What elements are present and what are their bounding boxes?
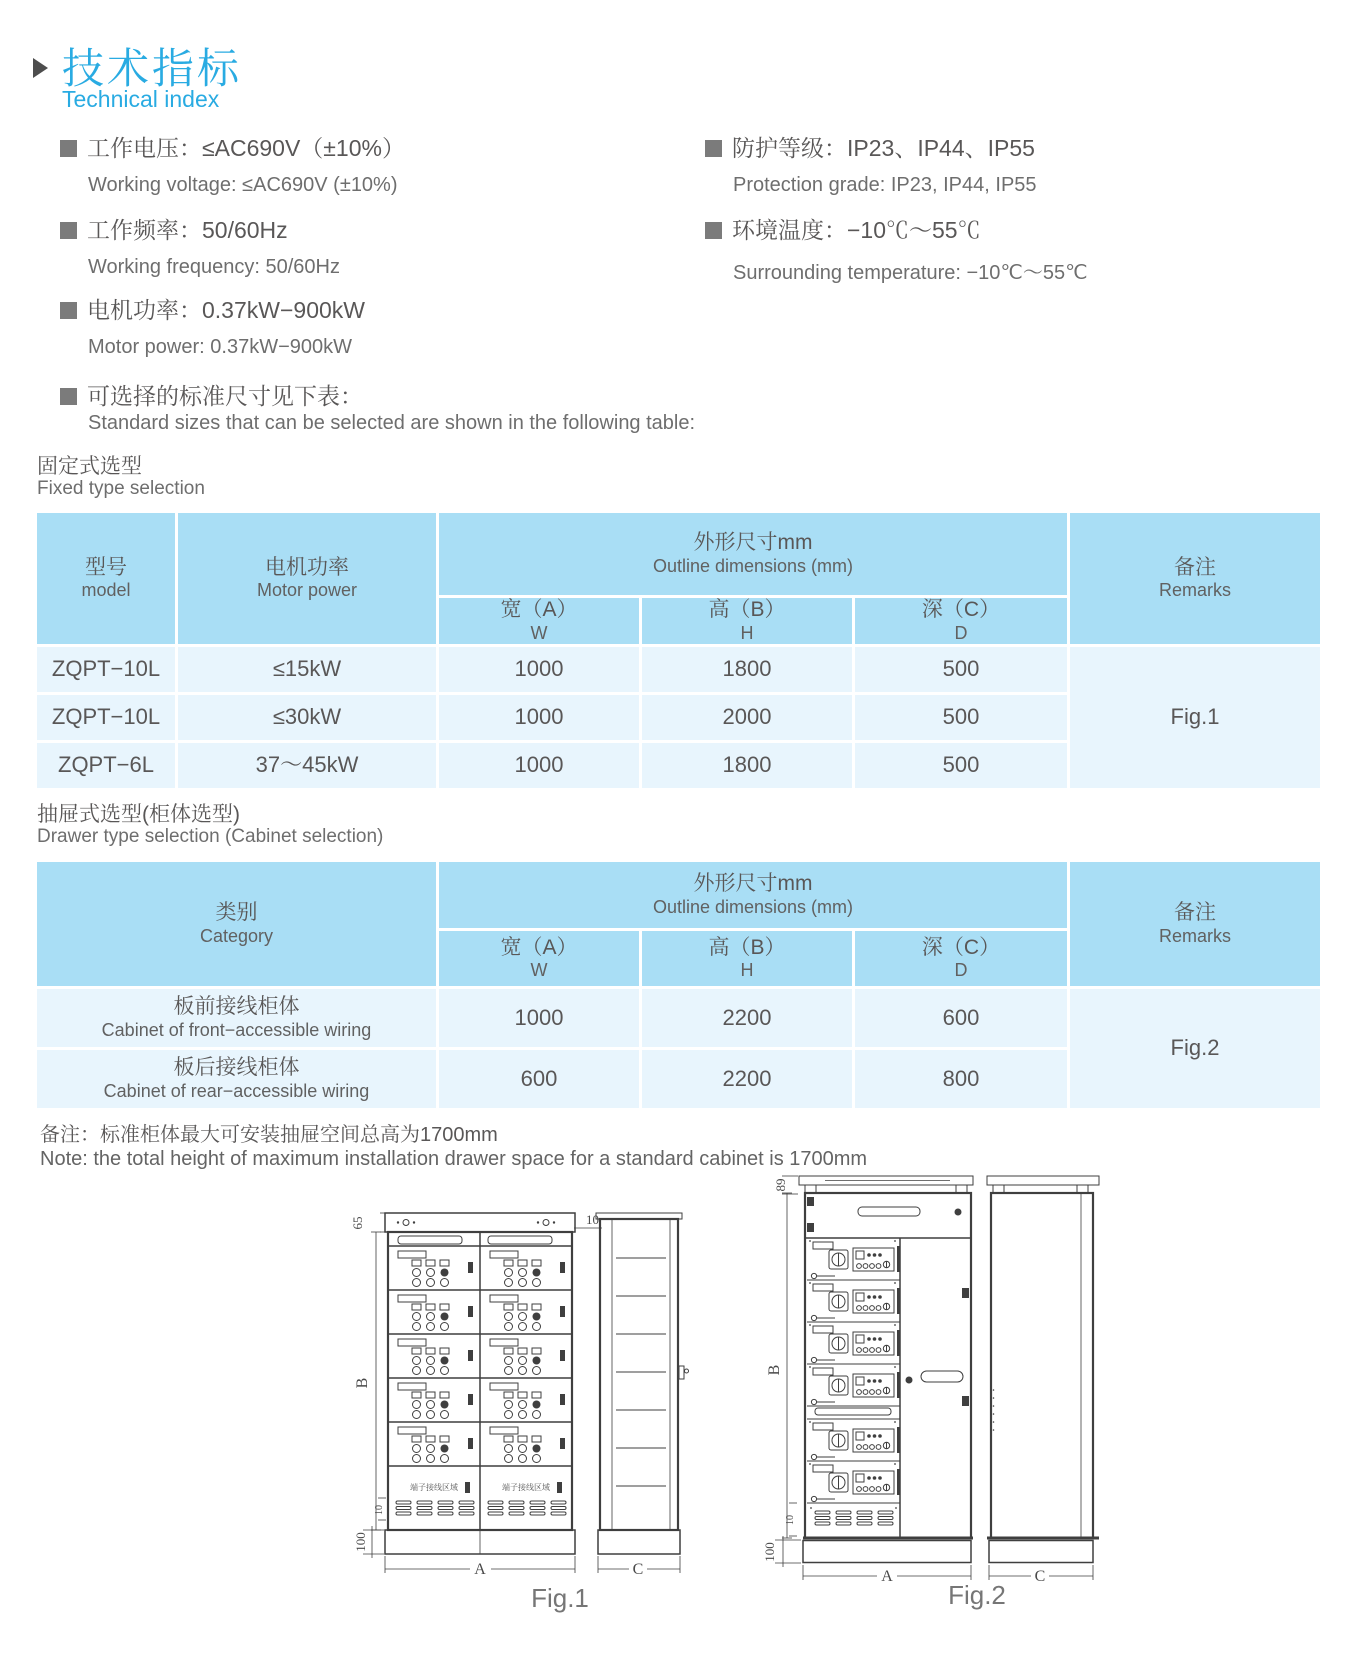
t1-header-depth: 深（C） D — [855, 598, 1067, 644]
bullet-square-icon — [705, 222, 722, 239]
spec-working-voltage-cn — [60, 130, 405, 163]
spec-text: 电机功率：0.37kW−900kW — [87, 297, 365, 323]
fig1-dim-vent-label: 10 — [374, 1505, 385, 1515]
t1-row1-power: ≤30kW — [178, 695, 436, 740]
bullet-square-icon — [60, 388, 77, 405]
spec-motor-power-en: Motor power: 0.37kW−900kW — [88, 336, 352, 358]
t1-row0-width: 1000 — [439, 647, 639, 692]
t2-row0-height: 2200 — [642, 989, 852, 1047]
t2-row0-category: 板前接线柜体 Cabinet of front−accessible wiring — [37, 989, 436, 1047]
fixed-section-title-cn: 固定式选型 — [37, 455, 142, 478]
fig2-drawing — [725, 1090, 1115, 1595]
t1-row2-model: ZQPT−6L — [37, 743, 175, 788]
fig1-terminal-label: 端子接线区域 — [410, 1483, 458, 1492]
drawer-section-title-cn: 抽屉式选型(柜体选型) — [37, 803, 240, 826]
fig1-drawing — [340, 1140, 690, 1600]
t1-row0-depth: 500 — [855, 647, 1067, 692]
t1-row2-width: 1000 — [439, 743, 639, 788]
t1-row1-depth: 500 — [855, 695, 1067, 740]
fig2-dim-width-label: A — [881, 1568, 893, 1585]
t1-row2-depth: 500 — [855, 743, 1067, 788]
spec-text: 工作电压：≤AC690V（±10%） — [87, 135, 405, 161]
t1-row1-model: ZQPT−10L — [37, 695, 175, 740]
t1-row2-power: 37～45kW — [178, 743, 436, 788]
t2-header-height: 高（B） H — [642, 931, 852, 986]
t2-row0-depth: 600 — [855, 989, 1067, 1047]
spec-surrounding-temp-en: Surrounding temperature: −10℃～55℃ — [733, 262, 1088, 284]
note-cn: 备注：标准柜体最大可安装抽屉空间总高为1700mm — [40, 1124, 498, 1146]
bullet-square-icon — [60, 140, 77, 157]
t1-header-dims: 外形尺寸mm Outline dimensions (mm) — [439, 513, 1067, 595]
t2-header-width: 宽（A） W — [439, 931, 639, 986]
fig2-dim-top-label: 89 — [773, 1178, 788, 1192]
spec-text: 环境温度：−10℃～55℃ — [732, 217, 981, 243]
t1-row1-height: 2000 — [642, 695, 852, 740]
t2-row1-height: 2200 — [642, 1050, 852, 1108]
fig2-caption: Fig.2 — [948, 1580, 1006, 1610]
spec-surrounding-temp-cn — [705, 212, 981, 245]
fig2-container — [725, 1090, 1115, 1600]
bullet-square-icon — [60, 302, 77, 319]
spec-working-frequency-cn — [60, 212, 288, 245]
drawer-type-table — [37, 862, 1320, 1108]
fig1-dim-top-label: 65 — [350, 1216, 365, 1230]
fig1-dim-gap-label: 10 — [586, 1212, 599, 1227]
fig2-dim-base-label: 100 — [762, 1542, 777, 1562]
fig1-caption: Fig.1 — [531, 1583, 589, 1613]
spec-text: 可选择的标准尺寸见下表： — [87, 383, 363, 409]
t1-row0-power: ≤15kW — [178, 647, 436, 692]
t1-row0-model: ZQPT−10L — [37, 647, 175, 692]
fig2-dim-vent-label: 10 — [785, 1515, 796, 1525]
bullet-square-icon — [705, 140, 722, 157]
fig1-dim-base-label: 100 — [353, 1532, 368, 1552]
t1-header-remarks: 备注 Remarks — [1070, 513, 1320, 644]
spec-motor-power-cn — [60, 292, 365, 325]
t1-header-width: 宽（A） W — [439, 598, 639, 644]
spec-working-frequency-en: Working frequency: 50/60Hz — [88, 256, 340, 278]
spec-working-voltage-en: Working voltage: ≤AC690V (±10%) — [88, 174, 398, 196]
page-title-en: Technical index — [62, 86, 220, 112]
fig1-container — [340, 1140, 690, 1605]
t1-remarks-cell: Fig.1 — [1070, 647, 1320, 788]
spec-text: 防护等级：IP23、IP44、IP55 — [732, 135, 1035, 161]
fig2-dim-height-label: B — [766, 1364, 783, 1376]
page-title-cn: 技术指标 — [62, 45, 243, 92]
fig1-terminal-label: 端子接线区域 — [502, 1483, 550, 1492]
t1-header-height: 高（B） H — [642, 598, 852, 644]
t2-header-depth: 深（C） D — [855, 931, 1067, 986]
arrow-right-icon — [33, 58, 48, 78]
fig1-dim-width-label: A — [474, 1561, 486, 1578]
fig2-dim-depth-label: C — [1034, 1568, 1046, 1585]
t2-row1-depth: 800 — [855, 1050, 1067, 1108]
bullet-square-icon — [60, 222, 77, 239]
fixed-type-table — [37, 513, 1320, 788]
table-intro-en: Standard sizes that can be selected are shown in the following table: — [88, 412, 696, 434]
t2-row0-width: 1000 — [439, 989, 639, 1047]
fig1-dim-height-label: B — [354, 1377, 371, 1389]
t1-row2-height: 1800 — [642, 743, 852, 788]
spec-text: 工作频率：50/60Hz — [87, 217, 288, 243]
spec-protection-grade-en: Protection grade: IP23, IP44, IP55 — [733, 174, 1037, 196]
t2-remarks-cell: Fig.2 — [1070, 989, 1320, 1108]
t2-header-category: 类别 Category — [37, 862, 436, 986]
fixed-section-title-en: Fixed type selection — [37, 478, 205, 499]
t1-header-power: 电机功率 Motor power — [178, 513, 436, 644]
spec-protection-grade-cn — [705, 130, 1035, 163]
t1-row1-width: 1000 — [439, 695, 639, 740]
t1-row0-height: 1800 — [642, 647, 852, 692]
t1-header-model: 型号 model — [37, 513, 175, 644]
t2-header-remarks: 备注 Remarks — [1070, 862, 1320, 986]
note-en: Note: the total height of maximum installation drawer space for a standard cabinet is 1700mm — [40, 1148, 868, 1170]
t2-header-dims: 外形尺寸mm Outline dimensions (mm) — [439, 862, 1067, 928]
table-intro-cn — [60, 378, 363, 411]
t2-row1-category: 板后接线柜体 Cabinet of rear−accessible wiring — [37, 1050, 436, 1108]
t2-row1-width: 600 — [439, 1050, 639, 1108]
fig1-dim-depth-label: C — [632, 1561, 644, 1578]
drawer-section-title-en: Drawer type selection (Cabinet selection) — [37, 826, 384, 847]
